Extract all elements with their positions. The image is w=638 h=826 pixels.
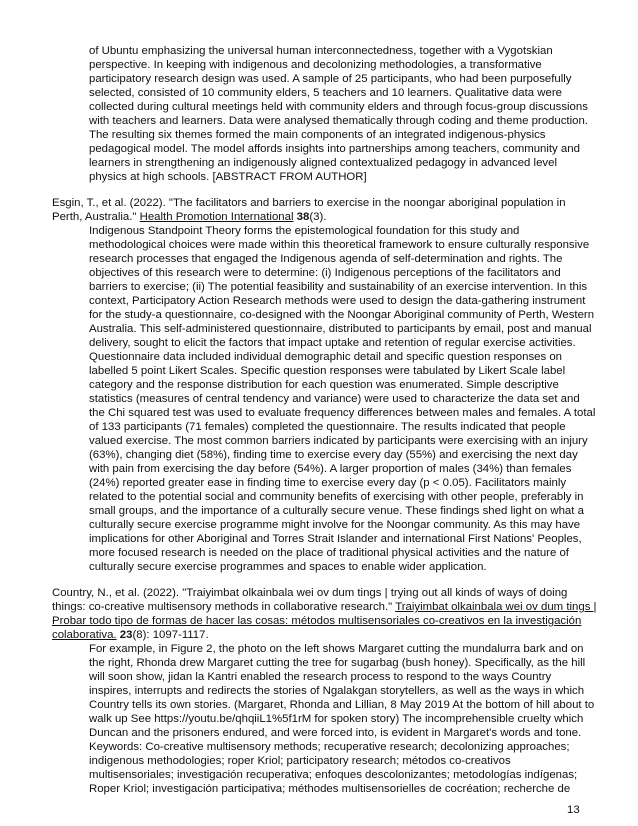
abstract-line: indigenous methodologies; roper Kriol; participatory research; métodos co-creativos: [89, 755, 511, 767]
reference-citation: [52, 210, 326, 224]
abstract-line: of 133 participants (71 females) completed the questionnaire. The results indicated that people: [89, 421, 566, 433]
reference-citation: [52, 628, 209, 642]
abstract-line: will soon show, jidan la Kantri enabled the research process to respond to the ways Country: [89, 671, 552, 683]
abstract-line: valued exercise. The most common barriers indicated by participants were exercising with an injury: [89, 435, 588, 447]
abstract-line: perspective. In keeping with indigenous and decolonizing methodologies, a transformative: [89, 59, 542, 71]
abstract-line: statistics (measures of central tendency and variance) were used to characterize the data set and: [89, 393, 580, 405]
abstract-line: multisensoriales; investigación recuperativa; enfoques descolonizantes; metodologías indígenas;: [89, 769, 578, 781]
abstract-line: research processes that engaged the Indigenous agenda of self-determination and rights. The: [89, 253, 563, 265]
abstract-line: with pain from exercising the day before (54%). A larger proportion of males (34%) than females: [89, 463, 572, 475]
abstract-line: culturally secure exercise programme might involve for the Noongar community. As this may have: [89, 519, 581, 531]
abstract-line: with teachers and learners. Data were analysed thematically through coding and theme production.: [89, 115, 588, 127]
abstract-line: selected, consisted of 10 community elders, 5 teachers and 10 learners. Qualitative data were: [89, 87, 562, 99]
journal-link[interactable]: Traiyimbat olkainbala wei ov dum tings |: [395, 601, 597, 613]
abstract-line: methodological choices were made within this theoretical framework to ensure culturally responsive: [89, 239, 590, 251]
abstract-line: Keywords: Co-creative multisensory methods; recuperative research; decolonizing approaches;: [89, 741, 570, 753]
abstract-line: of Ubuntu emphasizing the universal human interconnectedness, together with a Vygotskian: [89, 45, 553, 57]
abstract-line: participatory research design was used. A sample of 25 participants, who had been purposefully: [89, 73, 572, 85]
abstract-line: for the study-a questionnaire, co-designed with the Noongar Aboriginal community of Perth, Western: [89, 309, 595, 321]
abstract-line: Country tells its own stories. (Margaret, Rhonda and Lillian, 8 May 2019 At the bottom of hill about to: [89, 699, 595, 711]
abstract-line: physics at high schools. [ABSTRACT FROM AUTHOR]: [89, 171, 367, 183]
abstract-line: inspires, interrupts and redirects the stories of Ngalakgan storytellers, as well as the ways in which: [89, 685, 585, 697]
abstract-line: context, Participatory Action Research methods were used to design the data-gathering instrument: [89, 295, 586, 307]
reference-citation: Esgin, T., et al. (2022). "The facilitators and barriers to exercise in the noongar aboriginal population in: [52, 197, 566, 209]
journal-link[interactable]: Health Promotion International: [139, 211, 294, 223]
volume-number: 23: [119, 629, 133, 641]
abstract-line: (24%) reported greater ease in finding time to exercise every day (p < 0.05). Facilitators mainly: [89, 477, 567, 489]
abstract-line: pedagogical model. The model affords insights into partnerships among teachers, community and: [89, 143, 580, 155]
abstract-line: culturally secure exercise programmes and spaces to enable wider application.: [89, 561, 487, 573]
abstract-line: The resulting six themes formed the main components of an integrated indigenous-physics: [89, 129, 546, 141]
journal-link[interactable]: colaborativa.: [52, 629, 117, 641]
abstract-line: delivery, sought to elicit the factors that impact uptake and retention of regular exercise activities.: [89, 337, 576, 349]
abstract-line: learners in strengthening an indigenously aligned contextualized pedagogy in advanced level: [89, 157, 557, 169]
volume-number: 38: [296, 211, 310, 223]
citation-text: Perth, Australia.": [52, 211, 140, 223]
reference-citation: [52, 614, 581, 628]
citation-text: things: co-creative multisensory methods in collaborative research.": [52, 601, 396, 613]
issue-number: (8): 1097-1117.: [132, 629, 209, 641]
reference-citation: [52, 600, 597, 614]
abstract-line: collected during cultural meetings held with community elders and through focus-group discussions: [89, 101, 588, 113]
abstract-line: small groups, and the importance of a culturally secure venue. These findings shed light on what a: [89, 505, 584, 517]
abstract-line: walk up See https://youtu.be/qhqiiL1%5f1rM for spoken story) The incomprehensible cruelty which: [89, 713, 584, 725]
abstract-line: more focused research is needed on the place of traditional physical activities and the nature of: [89, 547, 569, 559]
issue-number: (3).: [309, 211, 327, 223]
abstract-line: Roper Kriol; investigación participativa; méthodes multisensorielles de cocréation; recherche de: [89, 783, 571, 795]
abstract-line: For example, in Figure 2, the photo on the left shows Margaret cutting the mundalurra bark and on: [89, 643, 584, 655]
abstract-line: barriers to exercise; (ii) The potential feasibility and sustainability of an exercise intervention. In this: [89, 281, 588, 293]
abstract-line: the Chi squared test was used to evaluate frequency differences between males and females. A total: [89, 407, 596, 419]
abstract-line: the right, Rhonda drew Margaret cutting the tree for sugarbag (bush honey). Specifically, as the hill: [89, 657, 586, 669]
abstract-line: Questionnaire data included individual demographic detail and specific question responses on: [89, 351, 563, 363]
abstract-line: Duncan and the prisoners endured, and were forced into, is evident in Margaret's words and tone.: [89, 727, 582, 739]
abstract-line: objectives of this research were to determine: (i) Indigenous perceptions of the facilitators and: [89, 267, 561, 279]
abstract-line: labelled 5 point Likert Scales. Specific question responses were tabulated by Likert Scale label: [89, 365, 566, 377]
abstract-line: related to the potential social and community benefits of exercising with other people, preferably in: [89, 491, 584, 503]
abstract-line: category and the response distribution for each question was enumerated. Simple descriptive: [89, 379, 559, 391]
abstract-line: (63%), changing diet (58%), finding time to exercise every day (55%) and exercising the next day: [89, 449, 578, 461]
abstract-line: Indigenous Standpoint Theory forms the epistemological foundation for this study and: [89, 225, 520, 237]
abstract-line: Australia. This self-administered questionnaire, distributed to participants by email, post and manual: [89, 323, 592, 335]
journal-link[interactable]: Probar todo tipo de formas de hacer las cosas: métodos multisensoriales co-creativos en la investigación: [52, 615, 582, 627]
page-number: 13: [567, 804, 580, 816]
reference-citation: Country, N., et al. (2022). "Traiyimbat olkainbala wei ov dum tings | trying out all kinds of ways of doing: [52, 587, 568, 599]
abstract-line: implications for other Aboriginal and Torres Strait Islander and international First Nations' Peoples,: [89, 533, 582, 545]
